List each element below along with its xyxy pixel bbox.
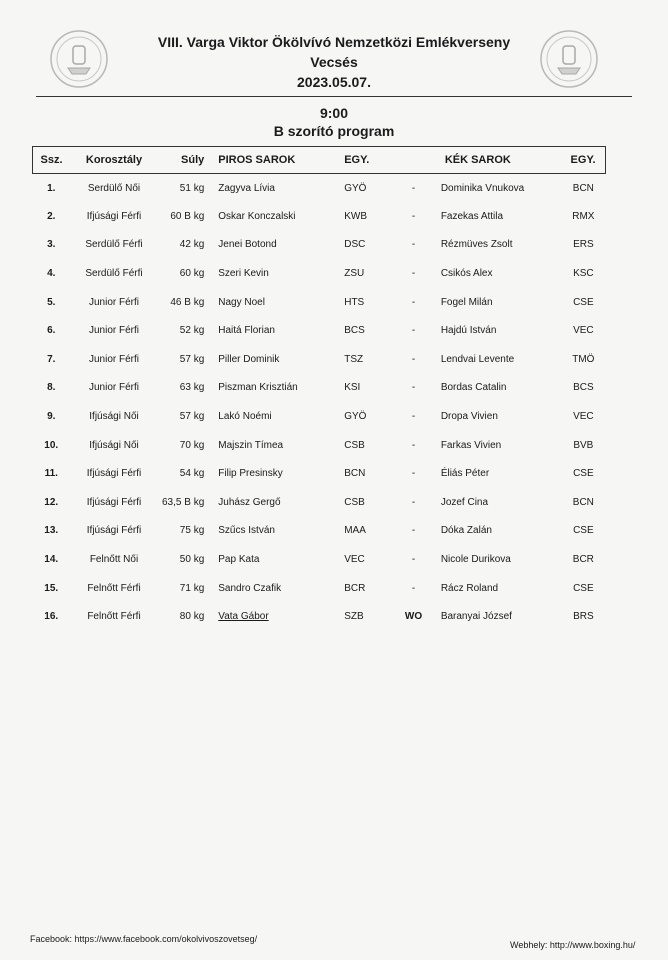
- cell-weight: 54 kg: [179, 468, 205, 480]
- table-row: [33, 545, 606, 574]
- cell-class: Serdülő Férfi: [85, 239, 143, 251]
- cell-red-boxer: Pap Kata: [218, 554, 260, 566]
- cell-class: Ifjúsági Férfi: [86, 210, 142, 222]
- cell-red-club: CSB: [344, 439, 365, 451]
- col-header-weight: Súly: [158, 147, 208, 174]
- cell-weight: 42 kg: [179, 239, 205, 251]
- cell-blue-club: BCN: [572, 182, 594, 194]
- event-location: Vecsés: [310, 54, 358, 70]
- cell-blue-club: CSE: [573, 582, 594, 594]
- cell-blue-boxer: Éliás Péter: [440, 468, 490, 480]
- col-header-red-club: EGY.: [330, 147, 396, 174]
- cell-weight: 57 kg: [179, 411, 205, 423]
- cell-red-club: TSZ: [344, 353, 364, 365]
- cell-weight: 63 kg: [179, 382, 205, 394]
- table-row: [33, 374, 606, 403]
- cell-blue-club: BVB: [573, 439, 594, 451]
- cell-red-boxer: Szűcs István: [218, 525, 275, 537]
- cell-class: Ifjúsági Női: [89, 439, 139, 451]
- cell-blue-boxer: Lendvai Levente: [440, 353, 515, 365]
- cell-red-boxer: Majszin Tímea: [218, 439, 284, 451]
- cell-blue-club: CSE: [573, 468, 594, 480]
- document-header: [0, 32, 668, 92]
- cell-blue-boxer: Dropa Vivien: [440, 411, 498, 423]
- table-row: [33, 259, 606, 288]
- cell-blue-club: CSE: [573, 296, 594, 308]
- table-row: [33, 316, 606, 345]
- cell-no: 11.: [44, 468, 58, 480]
- cell-blue-boxer: Fogel Milán: [440, 296, 493, 308]
- cell-weight: 51 kg: [179, 182, 205, 194]
- footer-website[interactable]: Webhely: http://www.boxing.hu/: [510, 940, 636, 950]
- col-header-no: Ssz.: [33, 147, 71, 174]
- cell-blue-boxer: Farkas Vivien: [440, 439, 502, 451]
- table-row: [33, 488, 606, 517]
- cell-red-boxer: Nagy Noel: [218, 296, 265, 308]
- cell-vs: -: [411, 296, 416, 308]
- cell-red-club: DSC: [344, 239, 366, 251]
- cell-no: 15.: [44, 582, 59, 594]
- footer-facebook[interactable]: Facebook: https://www.facebook.com/okolvivoszovetseg/: [30, 934, 258, 944]
- cell-vs: -: [411, 554, 416, 566]
- cell-weight: 50 kg: [179, 554, 205, 566]
- cell-blue-club: KSC: [573, 268, 594, 280]
- cell-vs: -: [411, 268, 416, 280]
- cell-blue-boxer: Csikós Alex: [440, 268, 493, 280]
- cell-red-boxer: Filip Presinsky: [218, 468, 283, 480]
- cell-red-boxer: Jenei Botond: [218, 239, 277, 251]
- cell-blue-boxer: Rácz Roland: [440, 582, 499, 594]
- cell-blue-club: CSE: [573, 525, 594, 537]
- session-info: [0, 104, 668, 140]
- cell-blue-club: BCN: [572, 496, 594, 508]
- cell-vs: -: [411, 439, 416, 451]
- cell-no: 16.: [44, 611, 59, 623]
- cell-red-boxer: Juhász Gergő: [218, 496, 281, 508]
- cell-weight: 63,5 B kg: [162, 496, 205, 508]
- table-row: [33, 345, 606, 374]
- cell-class: Ifjúsági Női: [89, 411, 139, 423]
- table-row: [33, 402, 606, 431]
- cell-blue-club: BCR: [572, 554, 594, 566]
- cell-no: 2.: [47, 210, 56, 222]
- cell-vs: -: [411, 496, 416, 508]
- col-header-red-corner: PIROS SAROK: [208, 147, 330, 174]
- cell-no: 9.: [47, 411, 56, 423]
- cell-red-club: KSI: [344, 382, 361, 394]
- header-divider: [36, 96, 632, 97]
- cell-red-boxer: Sandro Czafik: [218, 582, 282, 594]
- cell-blue-club: VEC: [573, 325, 594, 337]
- cell-blue-boxer: Rézmüves Zsolt: [440, 239, 513, 251]
- cell-blue-boxer: Dominika Vnukova: [440, 182, 525, 194]
- cell-red-club: BCN: [344, 468, 366, 480]
- cell-weight: 57 kg: [179, 353, 205, 365]
- table-row: [33, 602, 606, 631]
- cell-no: 6.: [47, 325, 56, 337]
- cell-weight: 46 B kg: [170, 296, 205, 308]
- cell-class: Felnőtt Férfi: [87, 582, 141, 594]
- cell-red-boxer: Piller Dominik: [218, 353, 280, 365]
- table-row: [33, 202, 606, 231]
- cell-no: 14.: [44, 554, 59, 566]
- col-header-blue-club: EGY.: [561, 147, 605, 174]
- cell-blue-club: BCS: [573, 382, 594, 394]
- cell-blue-boxer: Hajdú István: [440, 325, 497, 337]
- cell-weight: 70 kg: [179, 439, 205, 451]
- cell-vs: -: [411, 239, 416, 251]
- cell-blue-club: TMÖ: [572, 353, 595, 365]
- col-header-vs: [396, 147, 431, 174]
- cell-class: Junior Férfi: [89, 353, 140, 365]
- cell-red-boxer: Piszman Krisztián: [218, 382, 298, 394]
- cell-vs: -: [411, 182, 416, 194]
- cell-weight: 71 kg: [179, 582, 205, 594]
- cell-red-club: GYÖ: [344, 182, 367, 194]
- cell-vs: WO: [404, 611, 423, 623]
- cell-class: Serdülő Férfi: [85, 268, 143, 280]
- event-title: VIII. Varga Viktor Ökölvívó Nemzetközi Emlékverseny: [157, 34, 511, 50]
- cell-vs: -: [411, 468, 416, 480]
- table-header-row: [33, 147, 606, 174]
- cell-weight: 75 kg: [179, 525, 205, 537]
- cell-blue-club: VEC: [573, 411, 594, 423]
- cell-blue-boxer: Bordas Catalin: [440, 382, 507, 394]
- cell-blue-boxer: Dóka Zalán: [440, 525, 492, 537]
- cell-red-club: BCR: [344, 582, 366, 594]
- cell-class: Junior Férfi: [89, 296, 140, 308]
- cell-red-boxer: Oskar Konczalski: [218, 210, 296, 222]
- table-row: [33, 174, 606, 203]
- cell-red-club: KWB: [344, 210, 367, 222]
- cell-red-club: SZB: [344, 611, 364, 623]
- cell-no: 4.: [47, 268, 56, 280]
- cell-class: Ifjúsági Férfi: [86, 525, 142, 537]
- cell-red-boxer: Vata Gábor: [218, 611, 269, 623]
- cell-vs: -: [411, 382, 416, 394]
- table-row: [33, 431, 606, 460]
- table-row: [33, 288, 606, 317]
- cell-red-club: CSB: [344, 496, 365, 508]
- cell-class: Ifjúsági Férfi: [86, 496, 142, 508]
- table-row: [33, 231, 606, 260]
- cell-blue-club: RMX: [572, 210, 595, 222]
- event-date: 2023.05.07.: [297, 74, 371, 90]
- cell-no: 3.: [47, 239, 56, 251]
- cell-blue-boxer: Jozef Cina: [440, 496, 489, 508]
- col-header-class: Korosztály: [70, 147, 158, 174]
- cell-blue-club: BRS: [573, 611, 594, 623]
- cell-weight: 52 kg: [179, 325, 205, 337]
- cell-red-club: VEC: [344, 554, 365, 566]
- cell-class: Ifjúsági Férfi: [86, 468, 142, 480]
- cell-red-club: MAA: [344, 525, 366, 537]
- cell-class: Junior Férfi: [89, 382, 140, 394]
- cell-no: 1.: [47, 182, 56, 194]
- cell-weight: 80 kg: [179, 611, 205, 623]
- cell-vs: -: [411, 411, 416, 423]
- table-row: [33, 574, 606, 603]
- col-header-blue-corner: KÉK SAROK: [431, 147, 561, 174]
- cell-vs: -: [411, 210, 416, 222]
- table-row: [33, 517, 606, 546]
- cell-vs: -: [411, 353, 416, 365]
- cell-class: Felnőtt Női: [89, 554, 139, 566]
- session-time: 9:00: [319, 105, 349, 121]
- cell-blue-boxer: Nicole Durikova: [440, 554, 511, 566]
- cell-no: 10.: [44, 439, 59, 451]
- cell-no: 7.: [47, 353, 56, 365]
- cell-red-boxer: Haitá Florian: [218, 325, 275, 337]
- cell-no: 5.: [47, 296, 56, 308]
- cell-red-club: HTS: [344, 296, 365, 308]
- cell-red-boxer: Zagyva Lívia: [218, 182, 275, 194]
- cell-blue-club: ERS: [573, 239, 594, 251]
- cell-no: 13.: [44, 525, 59, 537]
- cell-no: 8.: [47, 382, 56, 394]
- cell-blue-boxer: Fazekas Attila: [440, 210, 504, 222]
- cell-no: 12.: [44, 496, 59, 508]
- cell-vs: -: [411, 582, 416, 594]
- cell-class: Serdülő Női: [87, 182, 141, 194]
- cell-class: Felnőtt Férfi: [87, 611, 141, 623]
- cell-red-boxer: Szeri Kevin: [218, 268, 269, 280]
- cell-weight: 60 B kg: [170, 210, 205, 222]
- cell-red-club: GYÖ: [344, 411, 367, 423]
- cell-red-club: ZSU: [344, 268, 365, 280]
- cell-red-boxer: Lakó Noémi: [218, 411, 272, 423]
- bout-table: [32, 146, 606, 631]
- cell-weight: 60 kg: [179, 268, 205, 280]
- cell-class: Junior Férfi: [89, 325, 140, 337]
- session-program: B szorító program: [273, 123, 395, 139]
- table-row: [33, 459, 606, 488]
- cell-vs: -: [411, 325, 416, 337]
- cell-red-club: BCS: [344, 325, 365, 337]
- cell-vs: -: [411, 525, 416, 537]
- cell-blue-boxer: Baranyai József: [440, 611, 512, 623]
